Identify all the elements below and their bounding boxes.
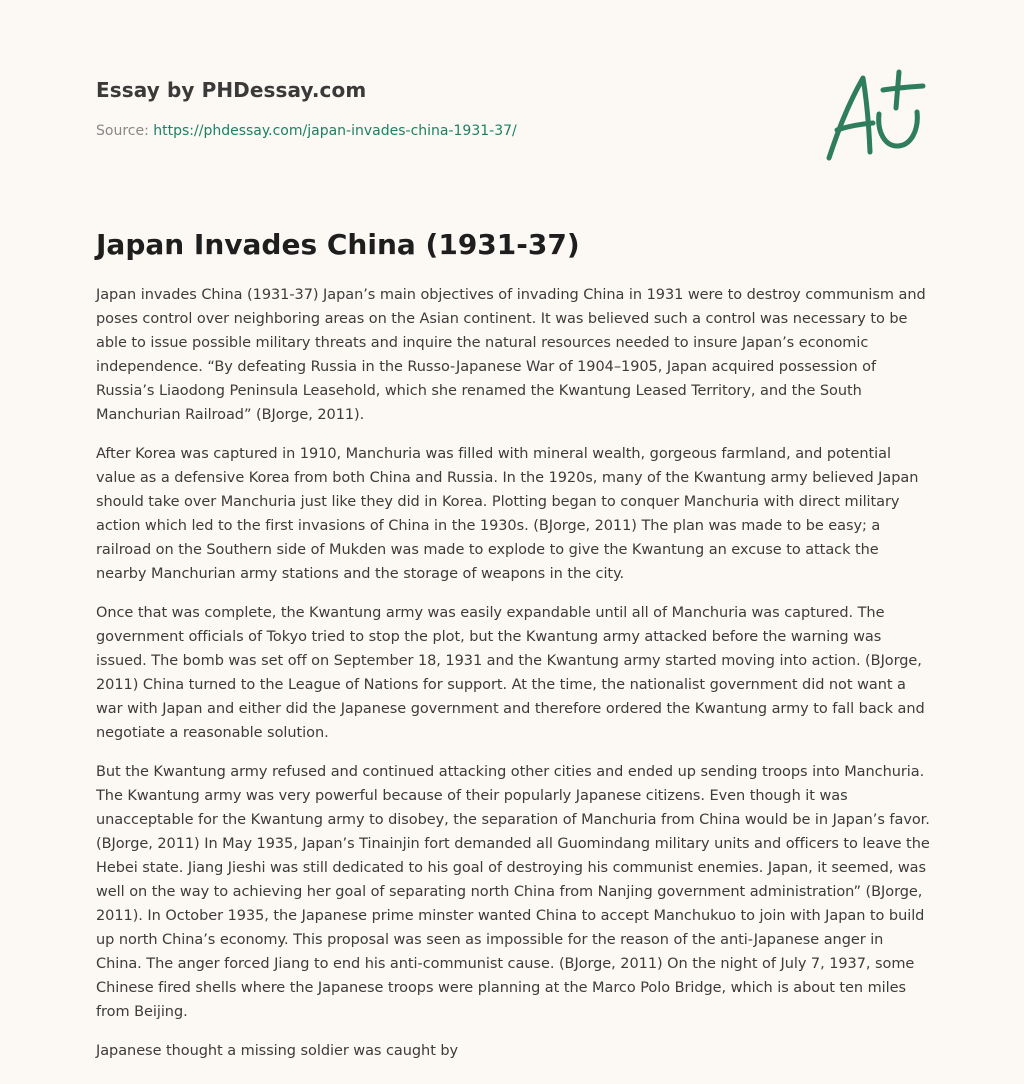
source-link[interactable]: https://phdessay.com/japan-invades-china-1931-37/	[153, 123, 517, 139]
essay-title: Japan Invades China (1931-37)	[96, 228, 580, 261]
site-title: Essay by PHDessay.com	[96, 78, 367, 102]
essay-paragraph: Japan invades China (1931-37) Japan’s main objectives of invading China in 1931 were to destroy communism and poses control over neighboring areas on the Asian continent. It was believed such a control was necessary to be able to issue possible military threats and inquire the natural resources needed to insure Japan’s economic independence. “By defeating Russia in the Russo-Japanese War of 1904–1905, Japan acquired possession of Russia’s Liaodong Peninsula Leasehold, which she renamed the Kwantung Leased Territory, and the South Manchurian Railroad” (BJorge, 2011).	[96, 287, 926, 423]
source-line	[96, 123, 796, 139]
essay-paragraph: Once that was complete, the Kwantung army was easily expandable until all of Manchuria was captured. The government officials of Tokyo tried to stop the plot, but the Kwantung army attacked before the warning was issued. The bomb was set off on September 18, 1931 and the Kwantung army started moving into action. (BJorge, 2011) China turned to the League of Nations for support. At the time, the nationalist government did not want a war with Japan and either did the Japanese government and therefore ordered the Kwantung army to fall back and negotiate a reasonable solution.	[96, 605, 925, 741]
essay-paragraph: After Korea was captured in 1910, Manchuria was filled with mineral wealth, gorgeous farmland, and potential value as a defensive Korea from both China and Russia. In the 1920s, many of the Kwantung army believed Japan should take over Manchuria just like they did in Korea. Plotting began to conquer Manchuria with direct military action which led to the first invasions of China in the 1930s. (BJorge, 2011) The plan was made to be easy; a railroad on the Southern side of Mukden was made to explode to give the Kwantung an excuse to attack the nearby Manchurian army stations and the storage of weapons in the city.	[96, 446, 919, 582]
essay-body	[96, 225, 932, 1078]
a-plus-grade-icon	[823, 68, 933, 163]
source-label: Source:	[96, 123, 149, 139]
essay-paragraph: But the Kwantung army refused and continued attacking other cities and ended up sending troops into Manchuria. The Kwantung army was very powerful because of their popularly Japanese citizens. Even though it was unacceptable for the Kwantung army to disobey, the separation of Manchuria from China would be in Japan’s favor. (BJorge, 2011) In May 1935, Japan’s Tinainjin fort demanded all Guomindang military units and officers to leave the Hebei state. Jiang Jieshi was still dedicated to his goal of destroying his communist enemies. Japan, it seemed, was well on the way to achieving her goal of separating north China from Nanjing government administration” (BJorge, 2011). In October 1935, the Japanese prime minster wanted China to accept Manchukuo to join with Japan to build up north China’s economy. This proposal was seen as impossible for the reason of the anti-Japanese anger in China. The anger forced Jiang to end his anti-communist cause. (BJorge, 2011) On the night of July 7, 1937, some Chinese fired shells where the Japanese troops were planning at the Marco Polo Bridge, which is about ten miles from Beijing.	[96, 764, 930, 1020]
essay-header	[96, 78, 796, 139]
essay-paragraph: Japanese thought a missing soldier was caught by	[96, 1043, 459, 1059]
